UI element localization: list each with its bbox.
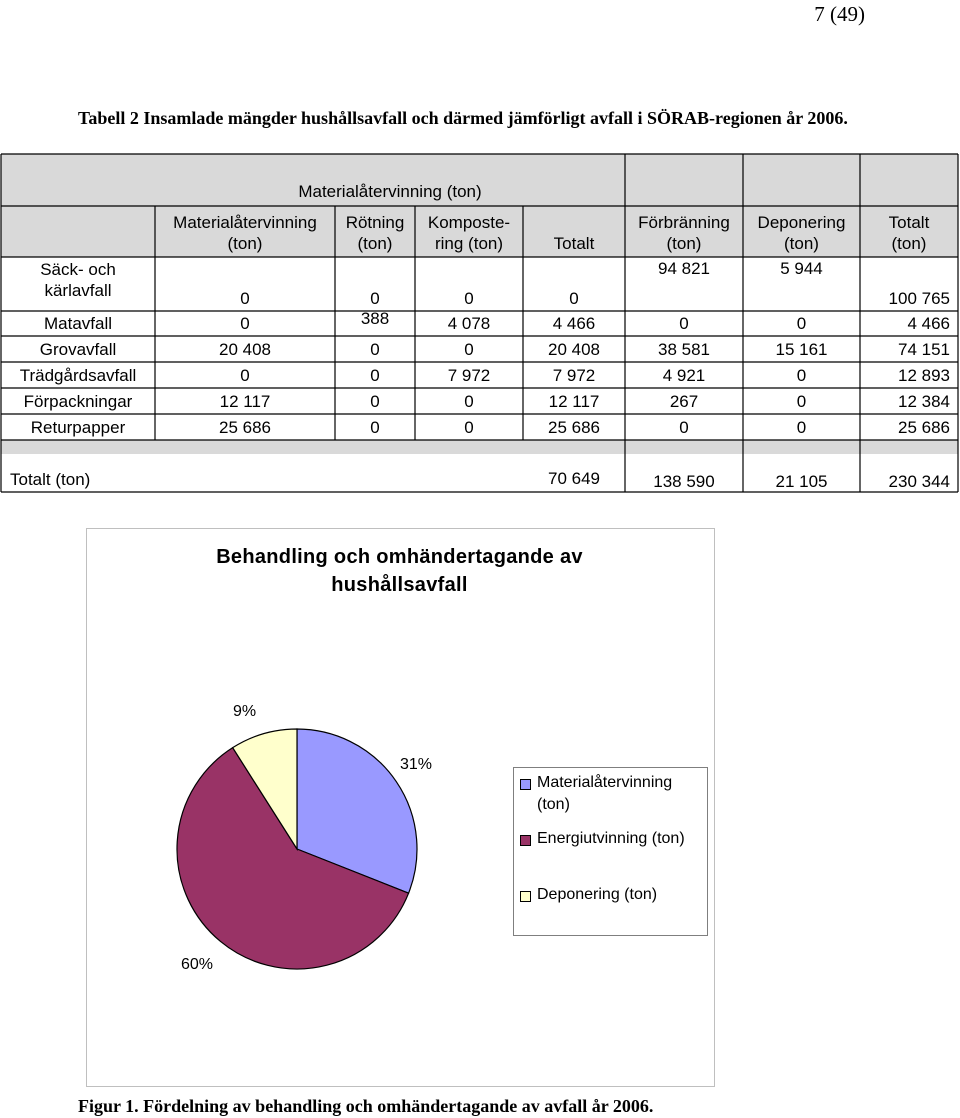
total-cell-totalt: 230 344	[888, 472, 950, 491]
header-materialatervinning: Materialåtervinning (ton)	[173, 213, 317, 253]
legend-swatch-materialatervinning	[520, 779, 531, 790]
cell-materialatervinning: 0	[240, 314, 250, 333]
legend-label-materialatervinning: Materialåtervinning (ton)	[537, 774, 673, 813]
cell-materialatervinning: 0	[240, 289, 250, 308]
cell-kompostering: 0	[464, 340, 474, 359]
cell-forbranning: 94 821	[658, 259, 710, 278]
pie-label-deponering: 9%	[233, 703, 257, 720]
cell-kompostering: 0	[464, 289, 474, 308]
cell-forbranning: 4 921	[662, 366, 706, 385]
cell-totalt: 25 686	[898, 418, 950, 437]
cell-totalt: 4 466	[907, 314, 950, 333]
cell-totalt: 12 893	[898, 366, 950, 385]
cell-totalt: 12 384	[898, 392, 950, 411]
page-number: 7 (49)	[814, 2, 865, 26]
cell-totalt-material: 25 686	[548, 418, 600, 437]
legend-label-deponering: Deponering (ton)	[537, 886, 658, 903]
total-row-label: Totalt (ton)	[10, 470, 91, 489]
cell-rotning: 0	[370, 418, 380, 437]
row-label: Förpackningar	[23, 392, 133, 411]
header-rotning: Rötning (ton)	[345, 213, 405, 253]
cell-materialatervinning: 12 117	[219, 392, 271, 411]
row-label: Grovavfall	[39, 340, 117, 359]
header-deponering: Deponering (ton)	[757, 213, 846, 253]
row-label: Trädgårdsavfall	[19, 366, 137, 385]
pie-label-materialatervinning: 31%	[400, 756, 433, 773]
legend-items	[513, 767, 708, 936]
cell-forbranning: 38 581	[658, 340, 710, 359]
cell-kompostering: 4 078	[447, 314, 491, 333]
cell-kompostering: 7 972	[447, 366, 491, 385]
row-label: Matavfall	[43, 314, 113, 333]
cell-rotning: 0	[370, 289, 380, 308]
cell-deponering: 15 161	[775, 340, 828, 359]
header-totalt-material: Totalt	[553, 234, 595, 253]
cell-forbranning: 0	[679, 314, 689, 333]
cell-totalt-material: 20 408	[548, 340, 600, 359]
cell-rotning: 0	[370, 340, 380, 359]
cell-totalt-material: 7 972	[552, 366, 596, 385]
cell-totalt-material: 0	[569, 289, 579, 308]
cell-materialatervinning: 20 408	[219, 340, 271, 359]
legend-swatch-deponering	[520, 891, 531, 902]
cell-deponering: 0	[796, 392, 807, 411]
cell-kompostering: 0	[464, 418, 474, 437]
cell-forbranning: 267	[669, 392, 699, 411]
row-label-sack-och-karlavfall: Säck- och kärlavfall	[40, 260, 116, 300]
cell-materialatervinning: 25 686	[219, 418, 271, 437]
cell-totalt-material: 12 117	[548, 392, 600, 411]
cell-totalt-material: 4 466	[552, 314, 596, 333]
header-totalt: Totalt (ton)	[888, 213, 930, 253]
cell-kompostering: 0	[464, 392, 474, 411]
total-cell-totalt-material: 70 649	[548, 469, 600, 488]
header-group-materialatervinning: Materialåtervinning (ton)	[298, 182, 482, 201]
cell-deponering: 0	[796, 366, 807, 385]
cell-forbranning: 0	[679, 418, 689, 437]
chart-title: Behandling och omhändertagande av hushållsavfall	[216, 546, 583, 596]
cell-rotning: 0	[370, 366, 380, 385]
figure-caption: Figur 1. Fördelning av behandling och omhändertagande av avfall år 2006.	[78, 1096, 654, 1116]
table-caption: Tabell 2 Insamlade mängder hushållsavfall och därmed jämförligt avfall i SÖRAB-regionen år 2006.	[78, 108, 848, 128]
cell-rotning: 0	[370, 392, 380, 411]
header-kompostering: Komposte- ring (ton)	[427, 213, 511, 253]
cell-deponering: 0	[796, 314, 807, 333]
pie-label-energiutvinning: 60%	[181, 956, 214, 973]
total-cell-deponering: 21 105	[775, 472, 828, 491]
row-label: Returpapper	[30, 418, 126, 437]
cell-totalt: 74 151	[898, 340, 950, 359]
cell-deponering: 5 944	[780, 259, 823, 278]
legend-swatch-energiutvinning	[520, 835, 531, 846]
total-cell-forbranning: 138 590	[653, 472, 715, 491]
cell-deponering: 0	[796, 418, 807, 437]
header-forbranning: Förbränning (ton)	[638, 213, 730, 253]
legend-label-energiutvinning: Energiutvinning (ton)	[537, 830, 685, 847]
cell-rotning: 388	[360, 309, 390, 328]
cell-totalt: 100 765	[888, 289, 950, 308]
cell-materialatervinning: 0	[240, 366, 250, 385]
